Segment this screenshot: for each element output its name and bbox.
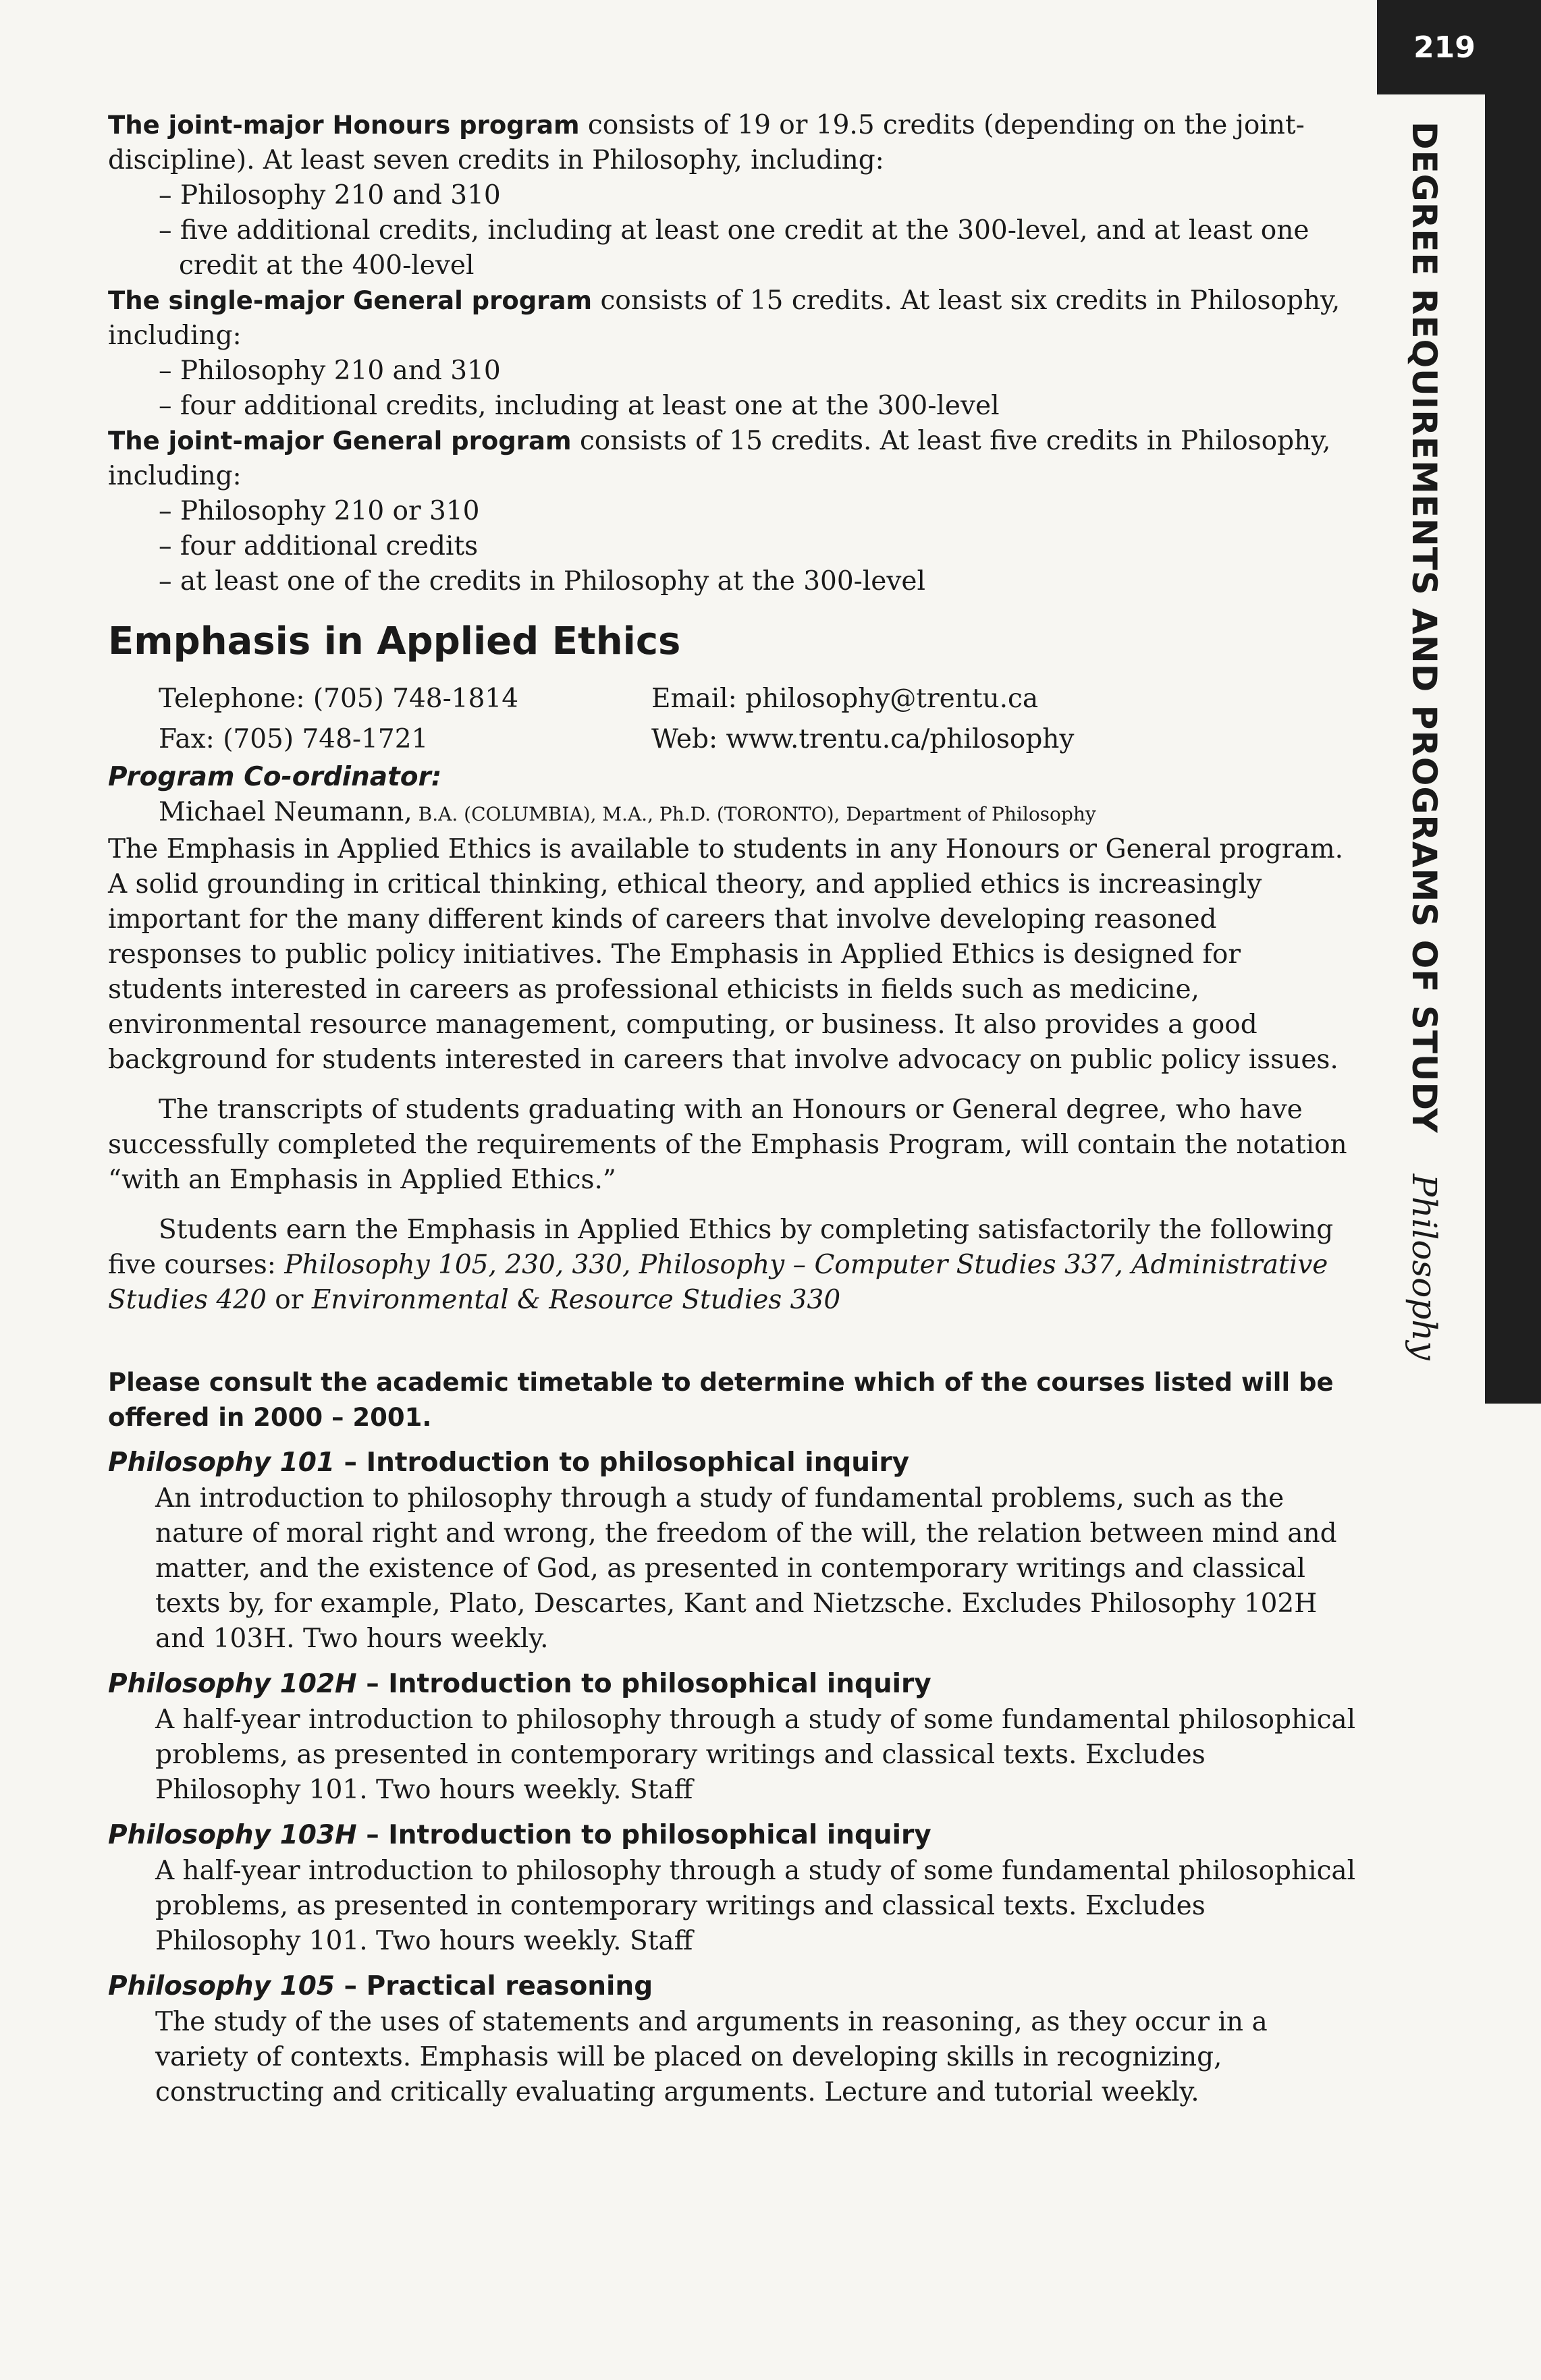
contact-row	[108, 719, 1357, 760]
course-description: A half-year introduction to philosophy through a study of some fundamental philosophical problems, as presented in contemporary writings and classical texts. Excludes Philosophy 101. Two hours weekly. Staff	[155, 1856, 1356, 1956]
course-description: A half-year introduction to philosophy through a study of some fundamental philosophical problems, as presented in contemporary writings and classical texts. Excludes Philosophy 101. Two hours weekly. Staff	[155, 1705, 1356, 1805]
course-title	[108, 1445, 1357, 1481]
department-name: Philosophy	[1405, 1173, 1444, 1360]
side-tab-label	[1384, 121, 1465, 1360]
requirement-item: – Philosophy 210 or 310	[159, 496, 480, 526]
page-number: 219	[1377, 0, 1512, 94]
requirement-item: – four additional credits, including at least one at the 300-level	[159, 391, 1000, 421]
joint-honours-program	[108, 108, 1357, 178]
joint-general-program	[108, 424, 1357, 494]
course-entry	[108, 1666, 1357, 1808]
course-description: An introduction to philosophy through a study of fundamental problems, such as the nature of moral right and wrong, the freedom of the will, the relation between mind and matter, and the existence of God, as presented in contemporary writings and classical texts by, for example, Plato, Descartes, Kant and Nietzsche. Excludes Philosophy 102H and 103H. Two hours weekly.	[155, 1483, 1337, 1654]
coordinator-label: Program Co-ordinator:	[108, 762, 442, 792]
emphasis-paragraph-2: The transcripts of students graduating with an Honours or General degree, who have successfully completed the requirements of the Emphasis Program, will contain the notation “with an Emphasis in Applied Ethics.”	[108, 1095, 1347, 1195]
fax: Fax: (705) 748-1721	[159, 724, 429, 754]
web-link[interactable]: Web: www.trentu.ca/philosophy	[651, 724, 1075, 754]
program-text: consists of 15 credits. At least five credits in Philosophy, including:	[108, 426, 1331, 491]
course-title	[108, 1968, 1357, 2005]
paragraph-text: Students earn the Emphasis in Applied Ethics by completing satisfactorily the following five courses:	[108, 1215, 1334, 1280]
requirement-item: – five additional credits, including at least one credit at the 300-level, and at least one credit at the 400-level	[159, 215, 1309, 281]
course-list: Philosophy 105, 230, 330, Philosophy – Computer Studies 337, Administrative Studies 420	[108, 1250, 1328, 1315]
program-label: The single-major General program	[108, 286, 593, 315]
course-code: Philosophy 101	[108, 1447, 335, 1478]
course-entry	[108, 1445, 1357, 1657]
coordinator-person: Michael Neumann,	[159, 797, 412, 827]
course-name: – Practical reasoning	[334, 1971, 653, 2001]
course-name: – Introduction to philosophical inquiry	[356, 1820, 931, 1850]
course-title	[108, 1666, 1357, 1703]
page-content	[108, 108, 1357, 2110]
requirement-item: – Philosophy 210 and 310	[159, 180, 501, 211]
course-list: Environmental & Resource Studies 330	[311, 1285, 841, 1315]
emphasis-paragraph-1: The Emphasis in Applied Ethics is available to students in any Honours or General program. A solid grounding in critical thinking, ethical theory, and applied ethics is increasingly important for the many different kinds of careers that involve developing reasoned responses to public policy initiatives. The Emphasis in Applied Ethics is designed for students interested in careers as professional ethicists in fields such as medicine, environmental resource management, computing, or business. It also provides a good background for students interested in careers that involve advocacy on public policy issues.	[108, 834, 1343, 1075]
emphasis-paragraph-3	[108, 1213, 1357, 1318]
course-entry	[108, 1817, 1357, 1959]
requirement-item: – Philosophy 210 and 310	[159, 356, 501, 386]
course-name: – Introduction to philosophical inquiry	[356, 1669, 931, 1699]
course-code: Philosophy 102H	[108, 1669, 357, 1699]
section-title: DEGREE REQUIREMENTS AND PROGRAMS OF STUDY	[1405, 121, 1444, 1134]
contact-row	[108, 679, 1357, 719]
course-code: Philosophy 105	[108, 1971, 335, 2001]
timetable-notice: Please consult the academic timetable to determine which of the courses listed will be offered in 2000 – 2001.	[108, 1368, 1334, 1432]
paragraph-text: or	[266, 1285, 312, 1315]
program-text: consists of 19 or 19.5 credits (depending on the joint-discipline). At least seven credits in Philosophy, including:	[108, 110, 1305, 175]
program-label: The joint-major Honours program	[108, 111, 580, 140]
coordinator-credentials: B.A. (COLUMBIA), M.A., Ph.D. (TORONTO), Department of Philosophy	[412, 803, 1096, 825]
requirement-item: – four additional credits	[159, 531, 479, 561]
course-title	[108, 1817, 1357, 1854]
program-label: The joint-major General program	[108, 426, 572, 455]
telephone: Telephone: (705) 748-1814	[159, 684, 519, 714]
email-link[interactable]: Email: philosophy@trentu.ca	[651, 684, 1039, 714]
program-text: consists of 15 credits. At least six credits in Philosophy, including:	[108, 285, 1341, 351]
single-general-program	[108, 283, 1357, 354]
course-name: – Introduction to philosophical inquiry	[334, 1447, 910, 1478]
course-description: The study of the uses of statements and arguments in reasoning, as they occur in a variety of contexts. Emphasis will be placed on developing skills in recognizing, constructing and critically evaluating arguments. Lecture and tutorial weekly.	[155, 2007, 1268, 2107]
coordinator-name	[108, 795, 1357, 832]
course-code: Philosophy 103H	[108, 1820, 357, 1850]
requirement-item: – at least one of the credits in Philosophy at the 300-level	[159, 566, 925, 597]
course-entry	[108, 1968, 1357, 2110]
emphasis-heading: Emphasis in Applied Ethics	[108, 619, 681, 663]
